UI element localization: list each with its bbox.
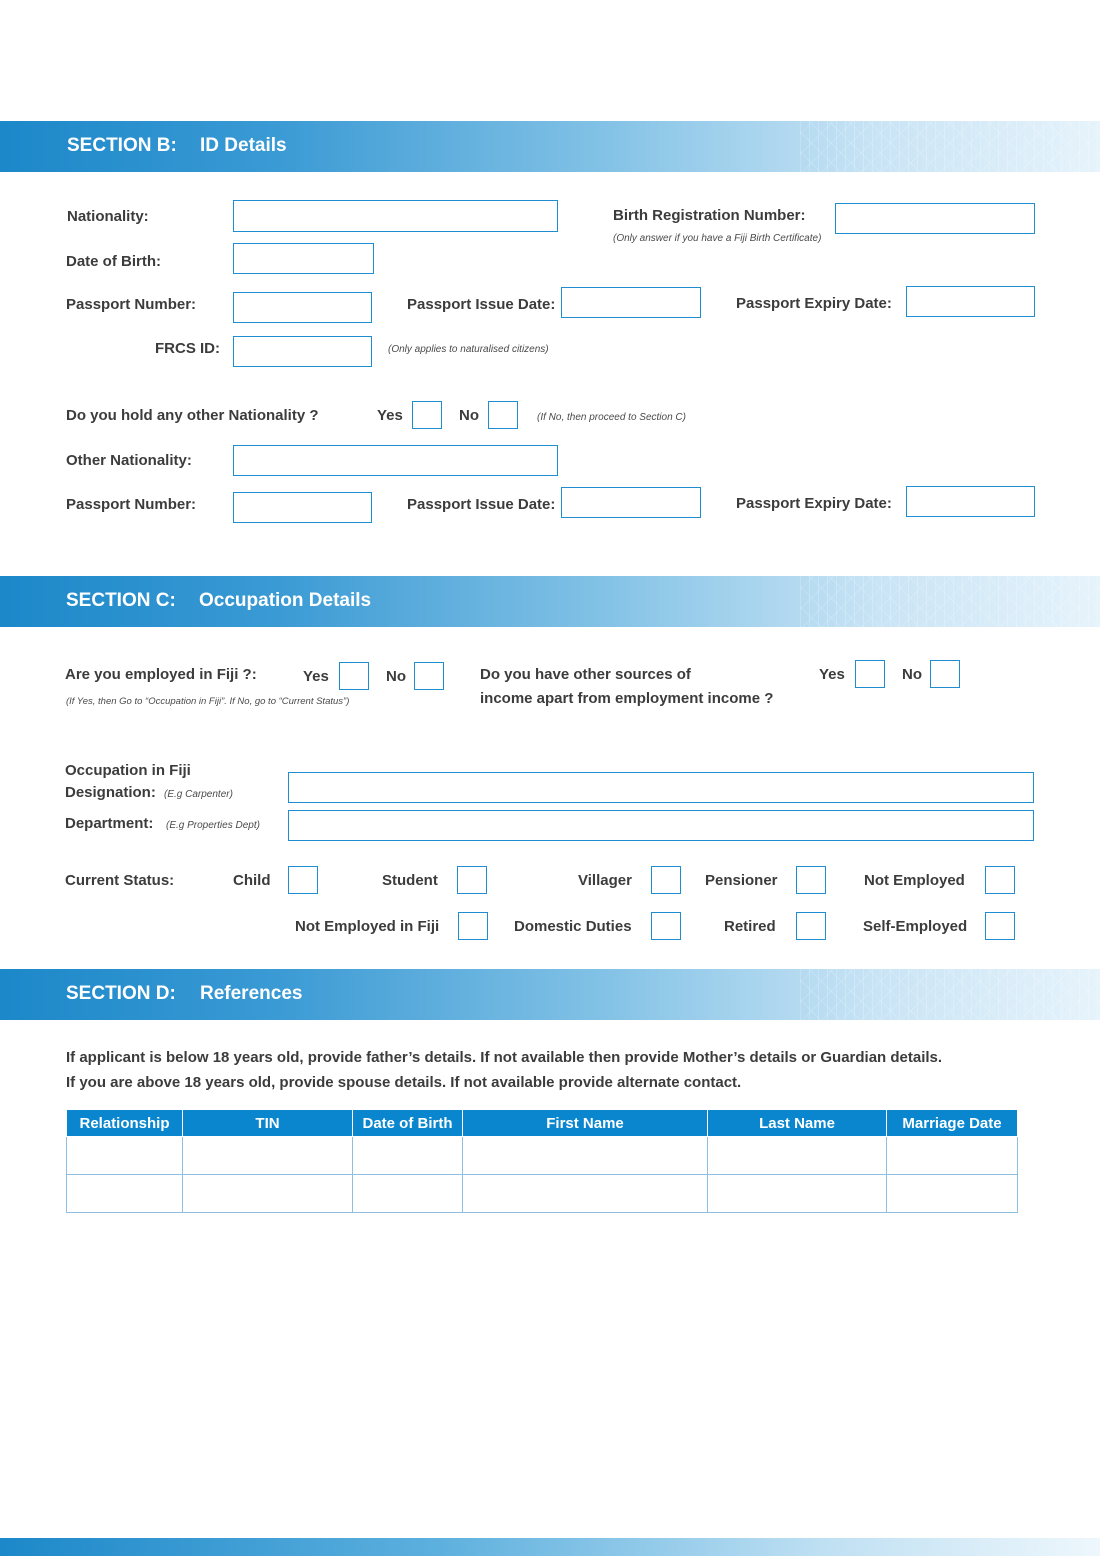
birth-registration-label: Birth Registration Number: (613, 207, 806, 224)
section-b-title: ID Details (200, 135, 287, 156)
table-cell[interactable] (183, 1175, 353, 1213)
table-header-row (67, 1110, 1018, 1137)
other-income-no-checkbox[interactable] (930, 660, 960, 688)
status-retired-label: Retired (724, 918, 776, 935)
table-cell[interactable] (463, 1175, 708, 1213)
references-instruction-line2: If you are above 18 years old, provide spouse details. If not available provide alternate contact. (66, 1074, 742, 1091)
other-income-no-label: No (902, 666, 922, 683)
other-nationality-note: (If No, then proceed to Section C) (537, 412, 686, 423)
table-cell[interactable] (353, 1137, 463, 1175)
section-b-header (0, 121, 1100, 172)
department-field[interactable] (288, 810, 1034, 841)
birth-registration-field[interactable] (835, 203, 1035, 234)
department-note: (E.g Properties Dept) (166, 820, 260, 831)
references-table (66, 1109, 1018, 1213)
passport-number-label: Passport Number: (66, 296, 197, 313)
birth-registration-note: (Only answer if you have a Fiji Birth Certificate) (613, 233, 822, 244)
status-domestic-duties-label: Domestic Duties (514, 918, 632, 935)
decorative-pattern (800, 969, 1100, 1020)
other-nationality-yes-label: Yes (377, 407, 403, 424)
employed-no-label: No (386, 668, 406, 685)
table-header-date-of-birth: Date of Birth (353, 1110, 463, 1137)
other-nationality-field[interactable] (233, 445, 558, 476)
status-domestic-duties-checkbox[interactable] (651, 912, 681, 940)
status-retired-checkbox[interactable] (796, 912, 826, 940)
frcs-note: (Only applies to naturalised citizens) (388, 344, 549, 355)
occupation-heading: Occupation in Fiji (65, 762, 191, 779)
table-cell[interactable] (708, 1137, 887, 1175)
table-cell[interactable] (353, 1175, 463, 1213)
table-header-tin: TIN (183, 1110, 353, 1137)
nationality-field[interactable] (233, 200, 558, 232)
status-student-checkbox[interactable] (457, 866, 487, 894)
table-cell[interactable] (887, 1137, 1018, 1175)
status-pensioner-checkbox[interactable] (796, 866, 826, 894)
passport-expiry-label: Passport Expiry Date: (736, 295, 892, 312)
passport-issue-field[interactable] (561, 287, 701, 318)
employed-note: (If Yes, then Go to “Occupation in Fiji”. If No, go to “Current Status”) (66, 696, 350, 707)
other-income-question-line2: income apart from employment income ? (480, 690, 774, 707)
table-header-marriage-date: Marriage Date (887, 1110, 1018, 1137)
passport-expiry-field-2[interactable] (906, 486, 1035, 517)
references-instruction-line1: If applicant is below 18 years old, provide father’s details. If not available then provide Mother’s details or Guardian details. (66, 1049, 943, 1066)
passport-issue-label: Passport Issue Date: (407, 296, 556, 313)
table-header-relationship: Relationship (67, 1110, 183, 1137)
passport-issue-field-2[interactable] (561, 487, 701, 518)
status-child-checkbox[interactable] (288, 866, 318, 894)
employed-yes-label: Yes (303, 668, 329, 685)
other-nationality-no-label: No (459, 407, 479, 424)
section-b-label: SECTION B: (67, 135, 177, 156)
current-status-label: Current Status: (65, 872, 175, 889)
table-header-first-name: First Name (463, 1110, 708, 1137)
designation-label: Designation: (65, 784, 156, 801)
status-not-employed-fiji-checkbox[interactable] (458, 912, 488, 940)
date-of-birth-label: Date of Birth: (66, 253, 161, 270)
table-row (67, 1175, 1018, 1213)
other-income-yes-checkbox[interactable] (855, 660, 885, 688)
status-child-label: Child (233, 872, 271, 889)
passport-issue-label-2: Passport Issue Date: (407, 496, 556, 513)
decorative-pattern (800, 576, 1100, 627)
status-student-label: Student (382, 872, 438, 889)
passport-number-field-2[interactable] (233, 492, 372, 523)
table-header-last-name: Last Name (708, 1110, 887, 1137)
other-income-yes-label: Yes (819, 666, 845, 683)
status-self-employed-checkbox[interactable] (985, 912, 1015, 940)
nationality-label: Nationality: (67, 208, 149, 225)
passport-number-field[interactable] (233, 292, 372, 323)
designation-field[interactable] (288, 772, 1034, 803)
passport-number-label-2: Passport Number: (66, 496, 197, 513)
status-villager-checkbox[interactable] (651, 866, 681, 894)
department-label: Department: (65, 815, 154, 832)
other-nationality-yes-checkbox[interactable] (412, 401, 442, 429)
table-cell[interactable] (183, 1137, 353, 1175)
status-not-employed-fiji-label: Not Employed in Fiji (295, 918, 440, 935)
employed-question: Are you employed in Fiji ?: (65, 666, 257, 683)
employed-no-checkbox[interactable] (414, 662, 444, 690)
table-cell[interactable] (463, 1137, 708, 1175)
date-of-birth-field[interactable] (233, 243, 374, 274)
status-not-employed-label: Not Employed (864, 872, 965, 889)
table-cell[interactable] (887, 1175, 1018, 1213)
frcs-id-field[interactable] (233, 336, 372, 367)
section-d-header (0, 969, 1100, 1020)
table-row (67, 1137, 1018, 1175)
frcs-id-label: FRCS ID: (155, 340, 220, 357)
status-self-employed-label: Self-Employed (863, 918, 968, 935)
passport-expiry-label-2: Passport Expiry Date: (736, 495, 892, 512)
section-c-title: Occupation Details (199, 590, 372, 611)
section-d-title: References (200, 983, 303, 1004)
passport-expiry-field[interactable] (906, 286, 1035, 317)
other-nationality-question: Do you hold any other Nationality ? (66, 407, 319, 424)
other-nationality-no-checkbox[interactable] (488, 401, 518, 429)
employed-yes-checkbox[interactable] (339, 662, 369, 690)
table-cell[interactable] (67, 1137, 183, 1175)
status-not-employed-checkbox[interactable] (985, 866, 1015, 894)
footer-bar (0, 1538, 1100, 1556)
other-income-question-line1: Do you have other sources of (480, 666, 691, 683)
status-pensioner-label: Pensioner (705, 872, 778, 889)
decorative-pattern (800, 121, 1100, 172)
table-cell[interactable] (67, 1175, 183, 1213)
other-nationality-label: Other Nationality: (66, 452, 192, 469)
section-c-label: SECTION C: (66, 590, 176, 611)
designation-note: (E.g Carpenter) (164, 789, 233, 800)
section-c-header (0, 576, 1100, 627)
section-d-label: SECTION D: (66, 983, 176, 1004)
status-villager-label: Villager (578, 872, 632, 889)
table-cell[interactable] (708, 1175, 887, 1213)
